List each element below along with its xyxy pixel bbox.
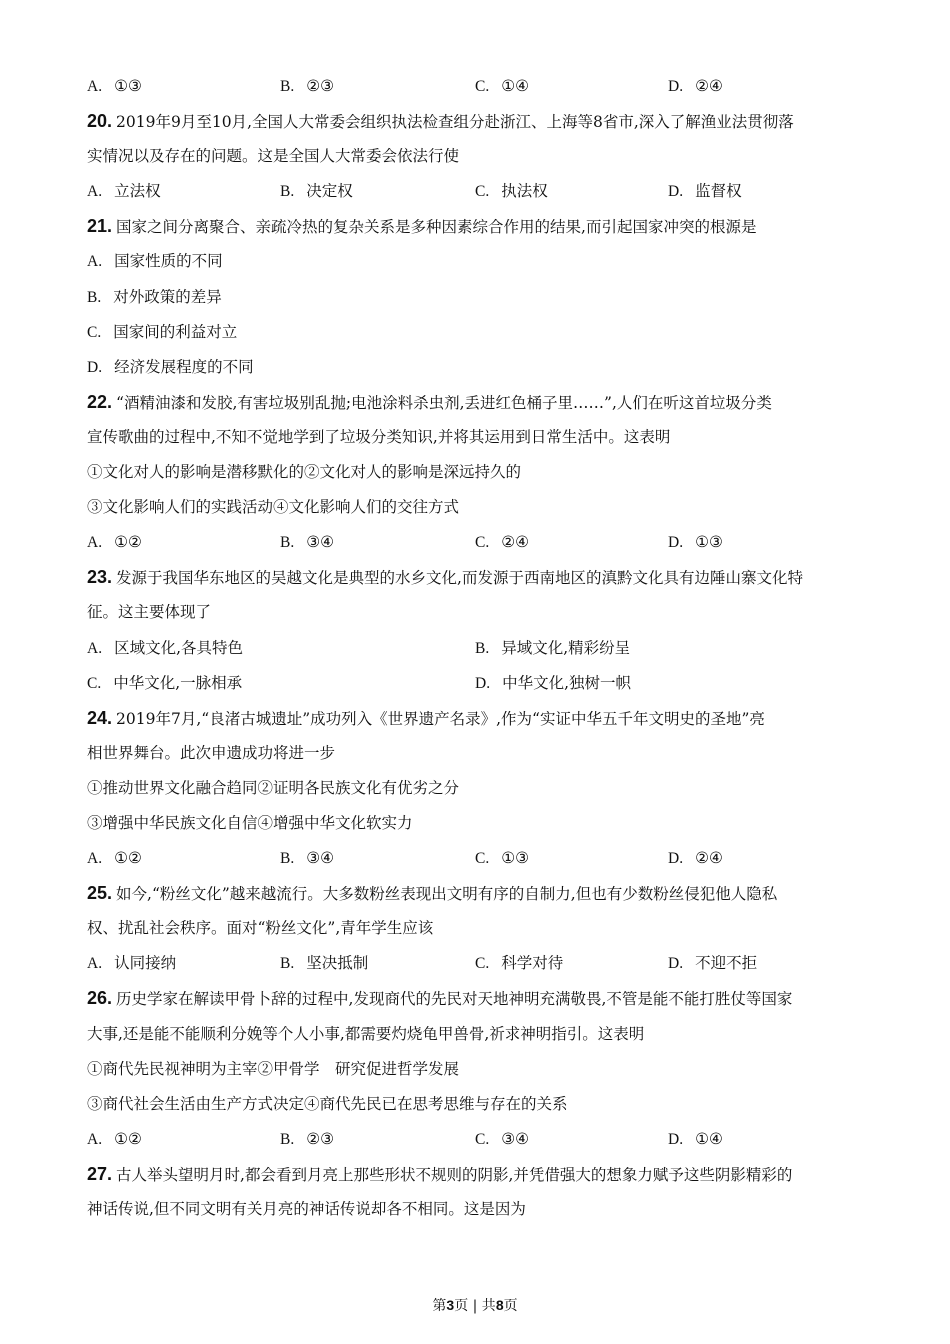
q26-stem-cont: 大事,还是能不能顺利分娩等个人小事,都需要灼烧龟甲兽骨,祈求神明指引。这表明 xyxy=(87,1024,645,1043)
option-c: C. 中华文化,一脉相承 xyxy=(87,673,243,692)
statement: ①商代先民视神明为主宰②甲骨学 研究促进哲学发展 xyxy=(87,1059,460,1078)
option-a: A. ①② xyxy=(87,533,142,552)
q24-stem-cont: 相世界舞台。此次申遗成功将进一步 xyxy=(87,743,336,762)
q24-stem: 24. 2019年7月,“良渚古城遗址”成功列入《世界遗产名录》,作为“实证中华五千年文明史的圣地”亮 xyxy=(87,707,765,728)
q22-stem-cont: 宣传歌曲的过程中,不知不觉地学到了垃圾分类知识,并将其运用到日常生活中。这表明 xyxy=(87,427,671,446)
option-d: D. 中华文化,独树一帜 xyxy=(475,673,632,692)
statement: ①文化对人的影响是潜移默化的②文化对人的影响是深远持久的 xyxy=(87,463,522,482)
q20-options xyxy=(0,174,950,209)
option-b: B. 对外政策的差异 xyxy=(87,287,222,306)
q19-options xyxy=(0,69,950,104)
statement: ③商代社会生活由生产方式决定④商代先民已在思考思维与存在的关系 xyxy=(87,1094,568,1113)
option-c: C. 科学对待 xyxy=(475,954,564,973)
option-a: A. ①③ xyxy=(87,77,142,95)
question-number: 23. xyxy=(87,567,113,588)
option-c: C. ③④ xyxy=(475,1129,530,1148)
statement: ③增强中华民族文化自信④增强中华文化软实力 xyxy=(87,813,413,832)
q24-options xyxy=(0,841,950,876)
statement: ③文化影响人们的实践活动④文化影响人们的交往方式 xyxy=(87,498,460,517)
q20-stem: 20. 2019年9月至10月,全国人大常委会组织执法检查组分赴浙江、上海等8省市,深入了解渔业法贯彻落 xyxy=(87,111,794,132)
page-footer: 第3页 | 共8页 xyxy=(432,1297,518,1314)
question-number: 25. xyxy=(87,883,113,904)
option-a: A. 区域文化,各具特色 xyxy=(87,638,244,657)
option-a: A. ①② xyxy=(87,849,142,868)
option-b: B. ②③ xyxy=(280,1129,335,1148)
option-b: B. 决定权 xyxy=(280,182,353,201)
q26-options xyxy=(0,1122,950,1157)
statement: ①推动世界文化融合趋同②证明各民族文化有优劣之分 xyxy=(87,778,460,797)
current-page: 3 xyxy=(446,1297,455,1313)
option-b: B. ③④ xyxy=(280,533,335,552)
question-number: 20. xyxy=(87,111,113,132)
q22-stem: 22. “酒精油漆和发胶,有害垃圾别乱抛;电池涂料杀虫剂,丢进红色桶子里……”,人们在听这首垃圾分类 xyxy=(87,391,772,412)
question-number: 26. xyxy=(87,988,113,1009)
option-c: C. ①③ xyxy=(475,849,530,868)
option-d: D. ②④ xyxy=(668,77,723,95)
q23-options-row1 xyxy=(0,631,950,666)
option-c: C. ②④ xyxy=(475,533,530,552)
q25-stem: 25. 如今,“粉丝文化”越来越流行。大多数粉丝表现出文明有序的自制力,但也有少数粉丝侵犯他人隐私 xyxy=(87,883,778,904)
option-d: D. ①④ xyxy=(668,1129,723,1148)
option-b: B. 异域文化,精彩纷呈 xyxy=(475,638,631,657)
option-a: A. ①② xyxy=(87,1129,142,1148)
question-number: 24. xyxy=(87,707,113,728)
option-a: A. 认同接纳 xyxy=(87,954,177,973)
option-c: C. 执法权 xyxy=(475,182,548,201)
q27-stem: 27. 古人举头望明月时,都会看到月亮上那些形状不规则的阴影,并凭借强大的想象力赋予这些阴影精彩的 xyxy=(87,1163,793,1184)
q22-options xyxy=(0,525,950,560)
question-number: 27. xyxy=(87,1163,113,1184)
option-c: C. ①④ xyxy=(475,77,530,95)
q26-stem: 26. 历史学家在解读甲骨卜辞的过程中,发现商代的先民对天地神明充满敬畏,不管是能不能打胜仗等国家 xyxy=(87,988,793,1009)
option-b: B. ②③ xyxy=(280,77,335,95)
q23-stem-cont: 征。这主要体现了 xyxy=(87,603,212,622)
q25-stem-cont: 权、扰乱社会秩序。面对“粉丝文化”,青年学生应该 xyxy=(87,919,434,938)
q23-stem: 23. 发源于我国华东地区的吴越文化是典型的水乡文化,而发源于西南地区的滇黔文化具有边陲山寨文化特 xyxy=(87,567,803,588)
option-d: D. 经济发展程度的不同 xyxy=(87,357,254,376)
option-c: C. 国家间的利益对立 xyxy=(87,322,238,341)
option-d: D. ①③ xyxy=(668,533,723,552)
option-d: D. 监督权 xyxy=(668,182,742,201)
exam-page xyxy=(0,69,950,1227)
q21-stem: 21. 国家之间分离聚合、亲疏冷热的复杂关系是多种因素综合作用的结果,而引起国家冲突的根源是 xyxy=(87,216,757,237)
q25-options xyxy=(0,946,950,981)
option-b: B. 坚决抵制 xyxy=(280,954,369,973)
question-number: 22. xyxy=(87,391,113,412)
option-a: A. 国家性质的不同 xyxy=(87,252,223,271)
total-pages: 8 xyxy=(495,1297,504,1313)
option-d: D. 不迎不拒 xyxy=(668,954,758,973)
option-a: A. 立法权 xyxy=(87,182,161,201)
option-d: D. ②④ xyxy=(668,849,723,868)
q23-options-row2 xyxy=(0,666,950,701)
option-b: B. ③④ xyxy=(280,849,335,868)
question-number: 21. xyxy=(87,216,113,237)
q27-stem-cont: 神话传说,但不同文明有关月亮的神话传说却各不相同。这是因为 xyxy=(87,1200,526,1218)
q20-stem-cont: 实情况以及存在的问题。这是全国人大常委会依法行使 xyxy=(87,147,460,166)
